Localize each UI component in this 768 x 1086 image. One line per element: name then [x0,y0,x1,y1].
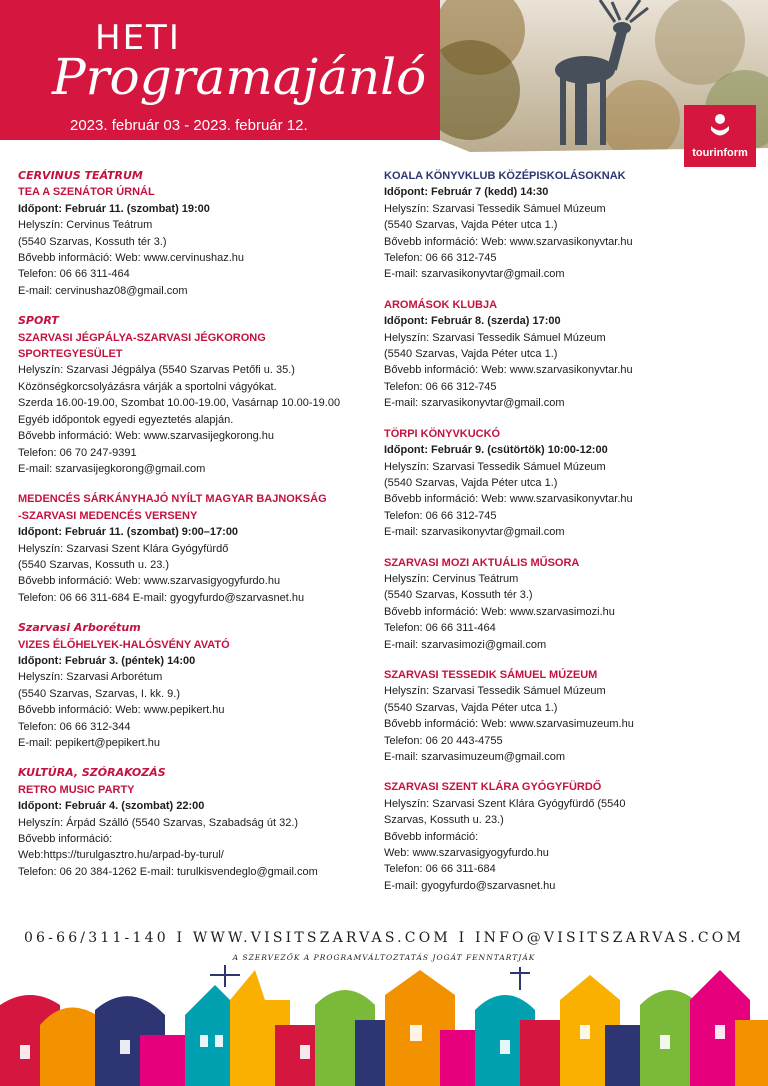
header-title-line2: Programajánló [52,48,427,106]
event-detail: Web:https://turulgasztro.hu/arpad-by-turul/ [18,849,224,862]
event-detail: Szarvas, Kossuth u. 23.) [384,814,504,827]
event-detail: Helyszín: Cervinus Teátrum [18,219,153,232]
tourinform-logo-text: tourinform [692,147,748,159]
event-detail: (5540 Szarvas, Vajda Péter utca 1.) [384,701,558,714]
event-detail: E-mail: szarvasikonyvtar@gmail.com [384,526,565,539]
event-detail: E-mail: szarvasikonyvtar@gmail.com [384,397,565,410]
event-detail: Telefon: 06 66 312-745 [384,380,497,393]
event-detail: Bővebb információ: Web: www.szarvasikonyvtar.hu [384,364,633,377]
event-detail: Egyéb időpontok egyedi egyeztetés alapján. [18,413,234,426]
event-title: AROMÁSOK KLUBJA [384,298,498,311]
event-detail: Telefon: 06 70 247-9391 [18,446,137,459]
header-dates: 2023. február 03 - 2023. február 12. [70,117,308,134]
header [0,0,768,160]
event-detail: Bővebb információ: Web: www.szarvasigyogyfurdo.hu [18,575,281,588]
event-detail: Helyszín: Árpád Szálló (5540 Szarvas, Szabadság út 32.) [18,816,299,829]
event-detail: Telefon: 06 20 443-4755 [384,734,503,747]
event-title: SPORTEGYESÜLET [18,348,123,361]
left-column [18,168,368,894]
event-time: Időpont: Február 9. (csütörtök) 10:00-12:00 [384,444,608,457]
event-detail: Bővebb információ: Web: www.szarvasikonyvtar.hu [384,235,633,248]
event-block [18,620,368,751]
event-title: VIZES ÉLŐHELYEK-HALÓSVÉNY AVATÓ [18,638,230,651]
event-detail: Telefon: 06 66 311-684 [384,863,496,876]
event-detail: Helyszín: Szarvasi Arborétum [18,671,163,684]
event-category: CERVINUS TEÁTRUM [18,169,143,182]
event-time: Időpont: Február 7 (kedd) 14:30 [384,186,549,199]
event-detail: Telefon: 06 66 311-684 E-mail: gyogyfurdo@szarvasnet.hu [18,591,305,604]
event-detail: Helyszín: Szarvasi Tessedik Sámuel Múzeum [384,460,606,473]
event-detail: Telefon: 06 66 312-344 [18,720,131,733]
folk-art-town-illustration [0,965,768,1086]
footer-disclaimer: A SZERVEZŐK A PROGRAMVÁLTOZTATÁS JOGÁT FENNTARTJÁK [232,953,536,962]
event-detail: Szerda 16.00-19.00, Szombat 10.00-19.00, Vasárnap 10.00-19.00 [18,397,341,410]
event-detail: Bővebb információ: Web: www.szarvasijegkorong.hu [18,430,274,443]
event-time: Időpont: Február 11. (szombat) 9:00–17:00 [18,526,239,539]
event-category: KULTÚRA, SZÓRAKOZÁS [18,766,166,780]
event-detail: Helyszín: Szarvasi Tessedik Sámuel Múzeum [384,685,606,698]
event-category: SPORT [18,314,59,328]
event-detail: Helyszín: Szarvasi Jégpálya (5540 Szarvas Petőfi u. 35.) [18,364,295,377]
event-block [384,168,754,283]
event-time: Időpont: Február 4. (szombat) 22:00 [18,800,205,813]
event-detail: (5540 Szarvas, Vajda Péter utca 1.) [384,219,558,232]
event-block [384,555,754,653]
event-block [18,313,368,477]
event-block [18,168,368,299]
event-title: TÖRPI KÖNYVKUCKÓ [384,427,501,440]
event-title: TEA A SZENÁTOR ÚRNÁL [18,186,155,199]
tourinform-i-icon [709,113,731,143]
event-detail: Helyszín: Szarvasi Tessedik Sámuel Múzeum [384,202,606,215]
event-title: -SZARVASI MEDENCÉS VERSENY [18,509,198,522]
event-detail: Bővebb információ: Web: www.szarvasimuzeum.hu [384,718,634,731]
event-detail: Bővebb információ: Web: www.szarvasimozi.hu [384,605,615,618]
event-detail: (5540 Szarvas, Szarvas, I. kk. 9.) [18,687,181,700]
event-title: SZARVASI SZENT KLÁRA GYÓGYFÜRDŐ [384,781,602,794]
event-detail: Telefon: 06 20 384-1262 E-mail: turulkisvendeglo@gmail.com [18,865,318,878]
tourinform-logo [684,105,756,167]
event-title: MEDENCÉS SÁRKÁNYHAJÓ NYÍLT MAGYAR BAJNOKSÁG [18,493,327,506]
header-title-line1: HETI [95,18,181,58]
event-category: Szarvasi Arborétum [18,621,141,635]
event-time: Időpont: Február 11. (szombat) 19:00 [18,202,210,215]
event-detail: Közönségkorcsolyázásra várják a sportolni vágyókat. [18,380,277,393]
event-detail: Bővebb információ: [384,830,479,843]
event-detail: Telefon: 06 66 311-464 [384,622,496,635]
event-detail: E-mail: szarvasimuzeum@gmail.com [384,751,566,763]
event-block [384,779,754,894]
event-detail: E-mail: szarvasijegkorong@gmail.com [18,462,206,475]
event-detail: Telefon: 06 66 312-745 [384,252,497,265]
event-title: RETRO MUSIC PARTY [18,783,135,796]
event-time: Időpont: Február 3. (péntek) 14:00 [18,654,196,667]
event-detail: (5540 Szarvas, Kossuth tér 3.) [18,235,167,248]
event-detail: Helyszín: Cervinus Teátrum [384,572,519,585]
event-block [384,426,754,541]
event-title: SZARVASI TESSEDIK SÁMUEL MÚZEUM [384,668,598,681]
event-detail: Helyszín: Szarvasi Szent Klára Gyógyfürdő [18,542,229,555]
event-block [18,765,368,880]
event-detail: E-mail: szarvasimozi@gmail.com [384,638,547,651]
event-detail: (5540 Szarvas, Vajda Péter utca 1.) [384,348,558,361]
event-time: Időpont: Február 8. (szerda) 17:00 [384,315,561,328]
event-title: SZARVASI JÉGPÁLYA-SZARVASI JÉGKORONG [18,331,266,344]
event-title: SZARVASI MOZI AKTUÁLIS MŰSORA [384,556,580,569]
event-title: KOALA KÖNYVKLUB KÖZÉPISKOLÁSOKNAK [384,170,626,182]
event-detail: Bővebb információ: Web: www.cervinushaz.hu [18,252,245,265]
event-detail: Web: www.szarvasigyogyfurdo.hu [384,847,549,860]
event-detail: E-mail: pepikert@pepikert.hu [18,737,161,749]
event-detail: (5540 Szarvas, Kossuth u. 23.) [18,558,170,571]
event-detail: (5540 Szarvas, Vajda Péter utca 1.) [384,476,558,489]
event-detail: E-mail: gyogyfurdo@szarvasnet.hu [384,879,556,892]
event-detail: Bővebb információ: Web: www.szarvasikonyvtar.hu [384,493,633,506]
event-detail: E-mail: cervinushaz08@gmail.com [18,284,188,297]
event-detail: Helyszín: Szarvasi Szent Klára Gyógyfürdő (5540 [384,797,626,810]
event-detail: E-mail: szarvasikonyvtar@gmail.com [384,268,565,281]
event-detail: (5540 Szarvas, Kossuth tér 3.) [384,589,533,602]
event-block [384,297,754,412]
event-block [384,667,754,765]
event-detail: Helyszín: Szarvasi Tessedik Sámuel Múzeum [384,331,606,344]
event-detail: Bővebb információ: [18,833,113,846]
event-detail: Telefon: 06 66 311-464 [18,268,130,281]
event-block [18,491,368,606]
right-column [384,168,754,908]
event-detail: Telefon: 06 66 312-745 [384,509,497,522]
footer-contact: 06-66/311-140 I WWW.VISITSZARVAS.COM I INFO@VISITSZARVAS.COM [23,930,745,946]
event-detail: Bővebb információ: Web: www.pepikert.hu [18,704,225,717]
